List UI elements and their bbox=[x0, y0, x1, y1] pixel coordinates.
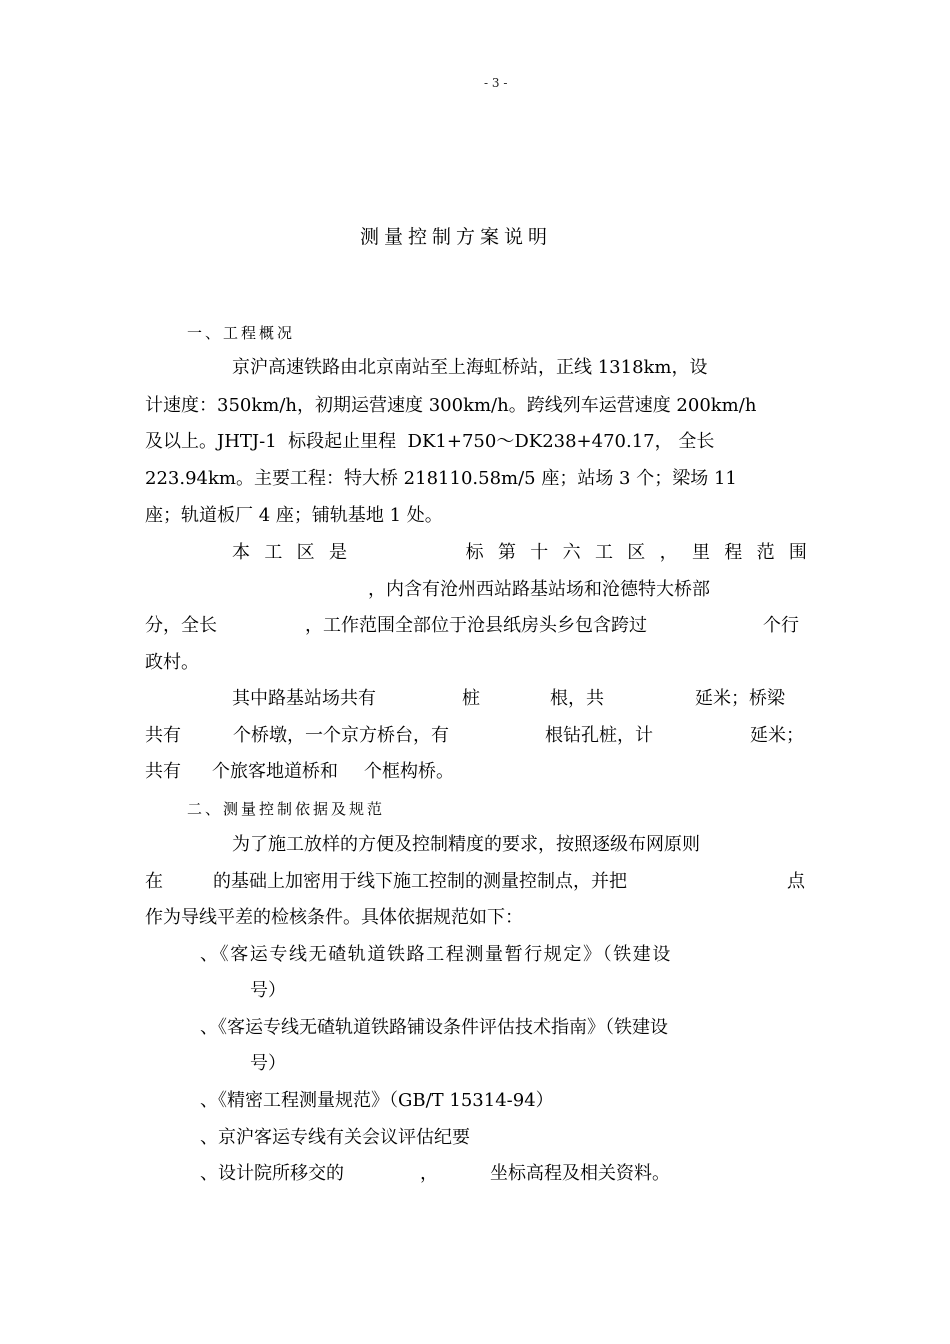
page-number: - 3 - bbox=[484, 76, 508, 90]
text-char: 十 bbox=[530, 542, 549, 563]
paragraph-line: 座；轨道板厂 4 座；铺轨基地 1 处。 bbox=[145, 505, 443, 526]
reference-item: 、设计院所移交的 bbox=[200, 1163, 344, 1184]
text-char: 是 bbox=[328, 542, 347, 563]
section-heading-overview: 一、工程概况 bbox=[187, 324, 296, 342]
document-title: 测量控制方案说明 bbox=[360, 226, 553, 248]
text-char: 围 bbox=[788, 542, 807, 563]
paragraph-text: 根，共 bbox=[550, 688, 604, 709]
paragraph-text: 其中路基站场共有 bbox=[232, 688, 376, 709]
paragraph-line: 京沪高速铁路由北京南站至上海虹桥站，正线 1318km，设 bbox=[232, 357, 708, 378]
paragraph-text: 根钻孔桩，计 bbox=[545, 725, 653, 746]
text-char: 里 bbox=[691, 542, 710, 563]
paragraph-line: ，工作范围全部位于沧县纸房头乡包含跨过 bbox=[305, 615, 647, 636]
paragraph-text: 在 bbox=[145, 871, 163, 892]
paragraph-line: ，内含有沧州西站路基站场和沧德特大桥部 bbox=[368, 579, 710, 600]
paragraph-text: 个旅客地道桥和 bbox=[212, 761, 338, 782]
text-char: 标 bbox=[465, 542, 484, 563]
text-char: ， bbox=[659, 542, 678, 563]
paragraph-line: 分，全长 bbox=[145, 615, 217, 636]
paragraph-text: 的基础上加密用于线下施工控制的测量控制点，并把 bbox=[213, 871, 627, 892]
paragraph-text: 共有 bbox=[145, 761, 181, 782]
text-char: 区 bbox=[627, 542, 646, 563]
text-char: 本 bbox=[232, 542, 250, 563]
paragraph-line: 计速度：350km/h，初期运营速度 300km/h。跨线列车运营速度 200km/h bbox=[145, 395, 757, 416]
section-heading-basis: 二、测量控制依据及规范 bbox=[187, 800, 386, 818]
text-char: 程 bbox=[724, 542, 743, 563]
text-char: 六 bbox=[562, 542, 581, 563]
reference-item: 、《精密工程测量规范》（GB/T 15314-94） bbox=[200, 1090, 554, 1111]
paragraph-line bbox=[232, 542, 807, 564]
paragraph-line: 及以上。JHTJ-1 标段起止里程 DK1+750～DK238+470.17， 全长 bbox=[145, 431, 715, 452]
paragraph-line: 223.94km。主要工程：特大桥 218110.58m/5 座；站场 3 个；梁场 11 bbox=[145, 468, 737, 489]
paragraph-text: 延米； bbox=[750, 725, 804, 746]
paragraph-line: 作为导线平差的检核条件。具体依据规范如下： bbox=[145, 907, 523, 928]
text-char: 区 bbox=[296, 542, 315, 563]
reference-item-cont: 号） bbox=[250, 1053, 286, 1074]
text-char: 第 bbox=[497, 542, 516, 563]
paragraph-line: 为了施工放样的方便及控制精度的要求，按照逐级布网原则 bbox=[232, 834, 700, 855]
reference-item: 、京沪客运专线有关会议评估纪要 bbox=[200, 1127, 470, 1148]
paragraph-text: 个桥墩，一个京方桥台，有 bbox=[233, 725, 449, 746]
reference-item-cont: 号） bbox=[250, 980, 286, 1001]
paragraph-line: 政村。 bbox=[145, 652, 199, 673]
paragraph-text: 共有 bbox=[145, 725, 181, 746]
reference-item-text: ， bbox=[420, 1163, 438, 1184]
reference-item-text: 坐标高程及相关资料。 bbox=[490, 1163, 670, 1184]
paragraph-text: 桩 bbox=[462, 688, 480, 709]
paragraph-text: 延米；桥梁 bbox=[695, 688, 785, 709]
reference-item: 、《客运专线无碴轨道铁路工程测量暂行规定》（铁建设 bbox=[200, 944, 672, 965]
text-char: 工 bbox=[594, 542, 613, 563]
text-char: 范 bbox=[756, 542, 775, 563]
paragraph-text: 个框构桥。 bbox=[364, 761, 454, 782]
paragraph-text: 点 bbox=[787, 871, 805, 892]
text-char: 工 bbox=[264, 542, 283, 563]
paragraph-line: 个行 bbox=[763, 615, 799, 636]
reference-item: 、《客运专线无碴轨道铁路铺设条件评估技术指南》（铁建设 bbox=[200, 1017, 668, 1038]
